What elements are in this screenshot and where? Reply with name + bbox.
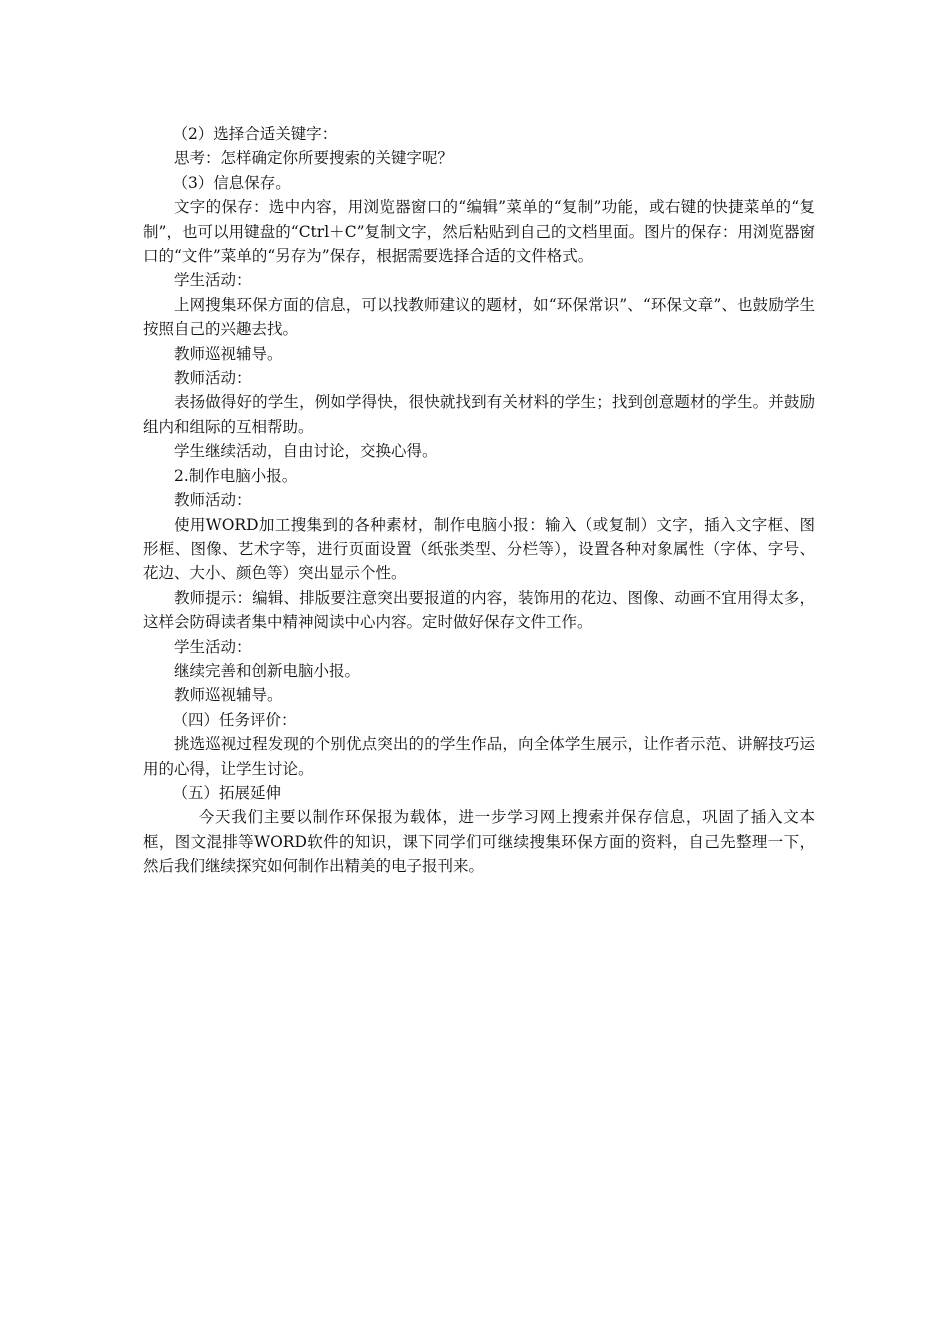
paragraph-praise: 表扬做得好的学生，例如学得快，很快就找到有关材料的学生；找到创意题材的学生。并鼓励组内和组际的互相帮助。 — [143, 393, 815, 436]
paragraph-evaluation-heading: （四）任务评价： — [172, 710, 297, 729]
paragraph-continue-activity: 学生继续活动，自由讨论，交换心得。 — [174, 442, 438, 461]
paragraph-improve-newspaper: 继续完善和创新电脑小报。 — [174, 661, 361, 680]
paragraph-teacher-activity: 教师活动： — [174, 369, 252, 388]
paragraph-make-newspaper-heading: 2.制作电脑小报。 — [174, 466, 298, 485]
paragraph-think: 思考：怎样确定你所要搜索的关键字呢？ — [174, 149, 454, 168]
paragraph-keyword-heading: （2）选择合适关键字： — [172, 125, 338, 143]
paragraph-student-activity-2: 学生活动： — [174, 637, 252, 656]
paragraph-text-save: 文字的保存：选中内容，用浏览器窗口的“编辑”菜单的“复制”功能，或右键的快捷菜单的“复制”，也可以用键盘的“Ctrl＋C”复制文字，然后粘贴到自己的文档里面。图片的保存：用浏览器窗口的“文件”菜单的“另存为”保存，根据需要选择合适的文件格式。 — [143, 198, 815, 266]
paragraph-teacher-patrol-2: 教师巡视辅导。 — [174, 686, 283, 705]
paragraph-summary: 今天我们主要以制作环保报为载体，进一步学习网上搜索并保存信息，巩固了插入文本框，图文混排等WORD软件的知识，课下同学们可继续搜集环保方面的资料，自己先整理一下，然后我们继续探究如何制作出精美的电子报刊来。 — [143, 808, 815, 876]
paragraph-teacher-patrol: 教师巡视辅导。 — [174, 344, 283, 363]
paragraph-teacher-activity-2: 教师活动： — [174, 491, 252, 510]
paragraph-extension-heading: （五）拓展延伸 — [172, 783, 281, 802]
paragraph-select-works: 挑选巡视过程发现的个别优点突出的的学生作品，向全体学生展示，让作者示范、讲解技巧运用的心得，让学生讨论。 — [143, 735, 815, 778]
paragraph-use-word: 使用WORD加工搜集到的各种素材，制作电脑小报：输入（或复制）文字，插入文字框、图形框、图像、艺术字等，进行页面设置（纸张类型、分栏等），设置各种对象属性（字体、字号、花边、大小、颜色等）突出显示个性。 — [143, 515, 815, 583]
paragraph-save-heading: （3）信息保存。 — [172, 173, 291, 192]
paragraph-search-info: 上网搜集环保方面的信息，可以找教师建议的题材，如“环保常识”、“环保文章”、也鼓励学生按照自己的兴趣去找。 — [143, 295, 815, 339]
paragraph-student-activity: 学生活动： — [174, 271, 252, 290]
paragraph-teacher-tip: 教师提示：编辑、排版要注意突出要报道的内容，装饰用的花边、图像、动画不宜用得太多，这样会防碍读者集中精神阅读中心内容。定时做好保存文件工作。 — [143, 588, 815, 632]
document-body — [143, 122, 815, 879]
